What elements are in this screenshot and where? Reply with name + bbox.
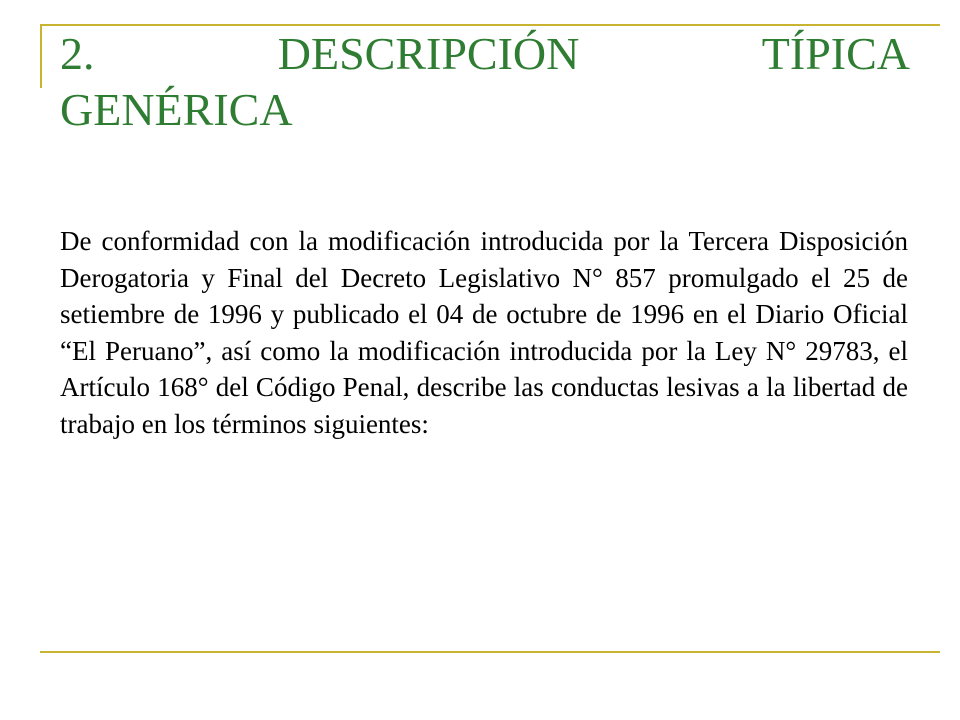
slide-body-paragraph: De conformidad con la modificación introducida por la Tercera Disposición Derogatoria y Final del Decreto Legislativo N° 857 promulgado el 25 de setiembre de 1996 y publicado el 04 de octubre de 1996 en el Diario Oficial “El Peruano”, así como la modificación introducida por la Ley N° 29783, el Artículo 168° del Código Penal, describe las conductas lesivas a la libertad de trabajo en los términos siguientes: bbox=[60, 226, 908, 439]
slide-title bbox=[60, 26, 910, 138]
bottom-accent-rule bbox=[40, 651, 940, 653]
slide-title-line-1: 2. DESCRIPCIÓN TÍPICA bbox=[60, 28, 910, 79]
left-accent-rule bbox=[40, 24, 42, 88]
slide-title-line-2: GENÉRICA bbox=[60, 84, 293, 135]
